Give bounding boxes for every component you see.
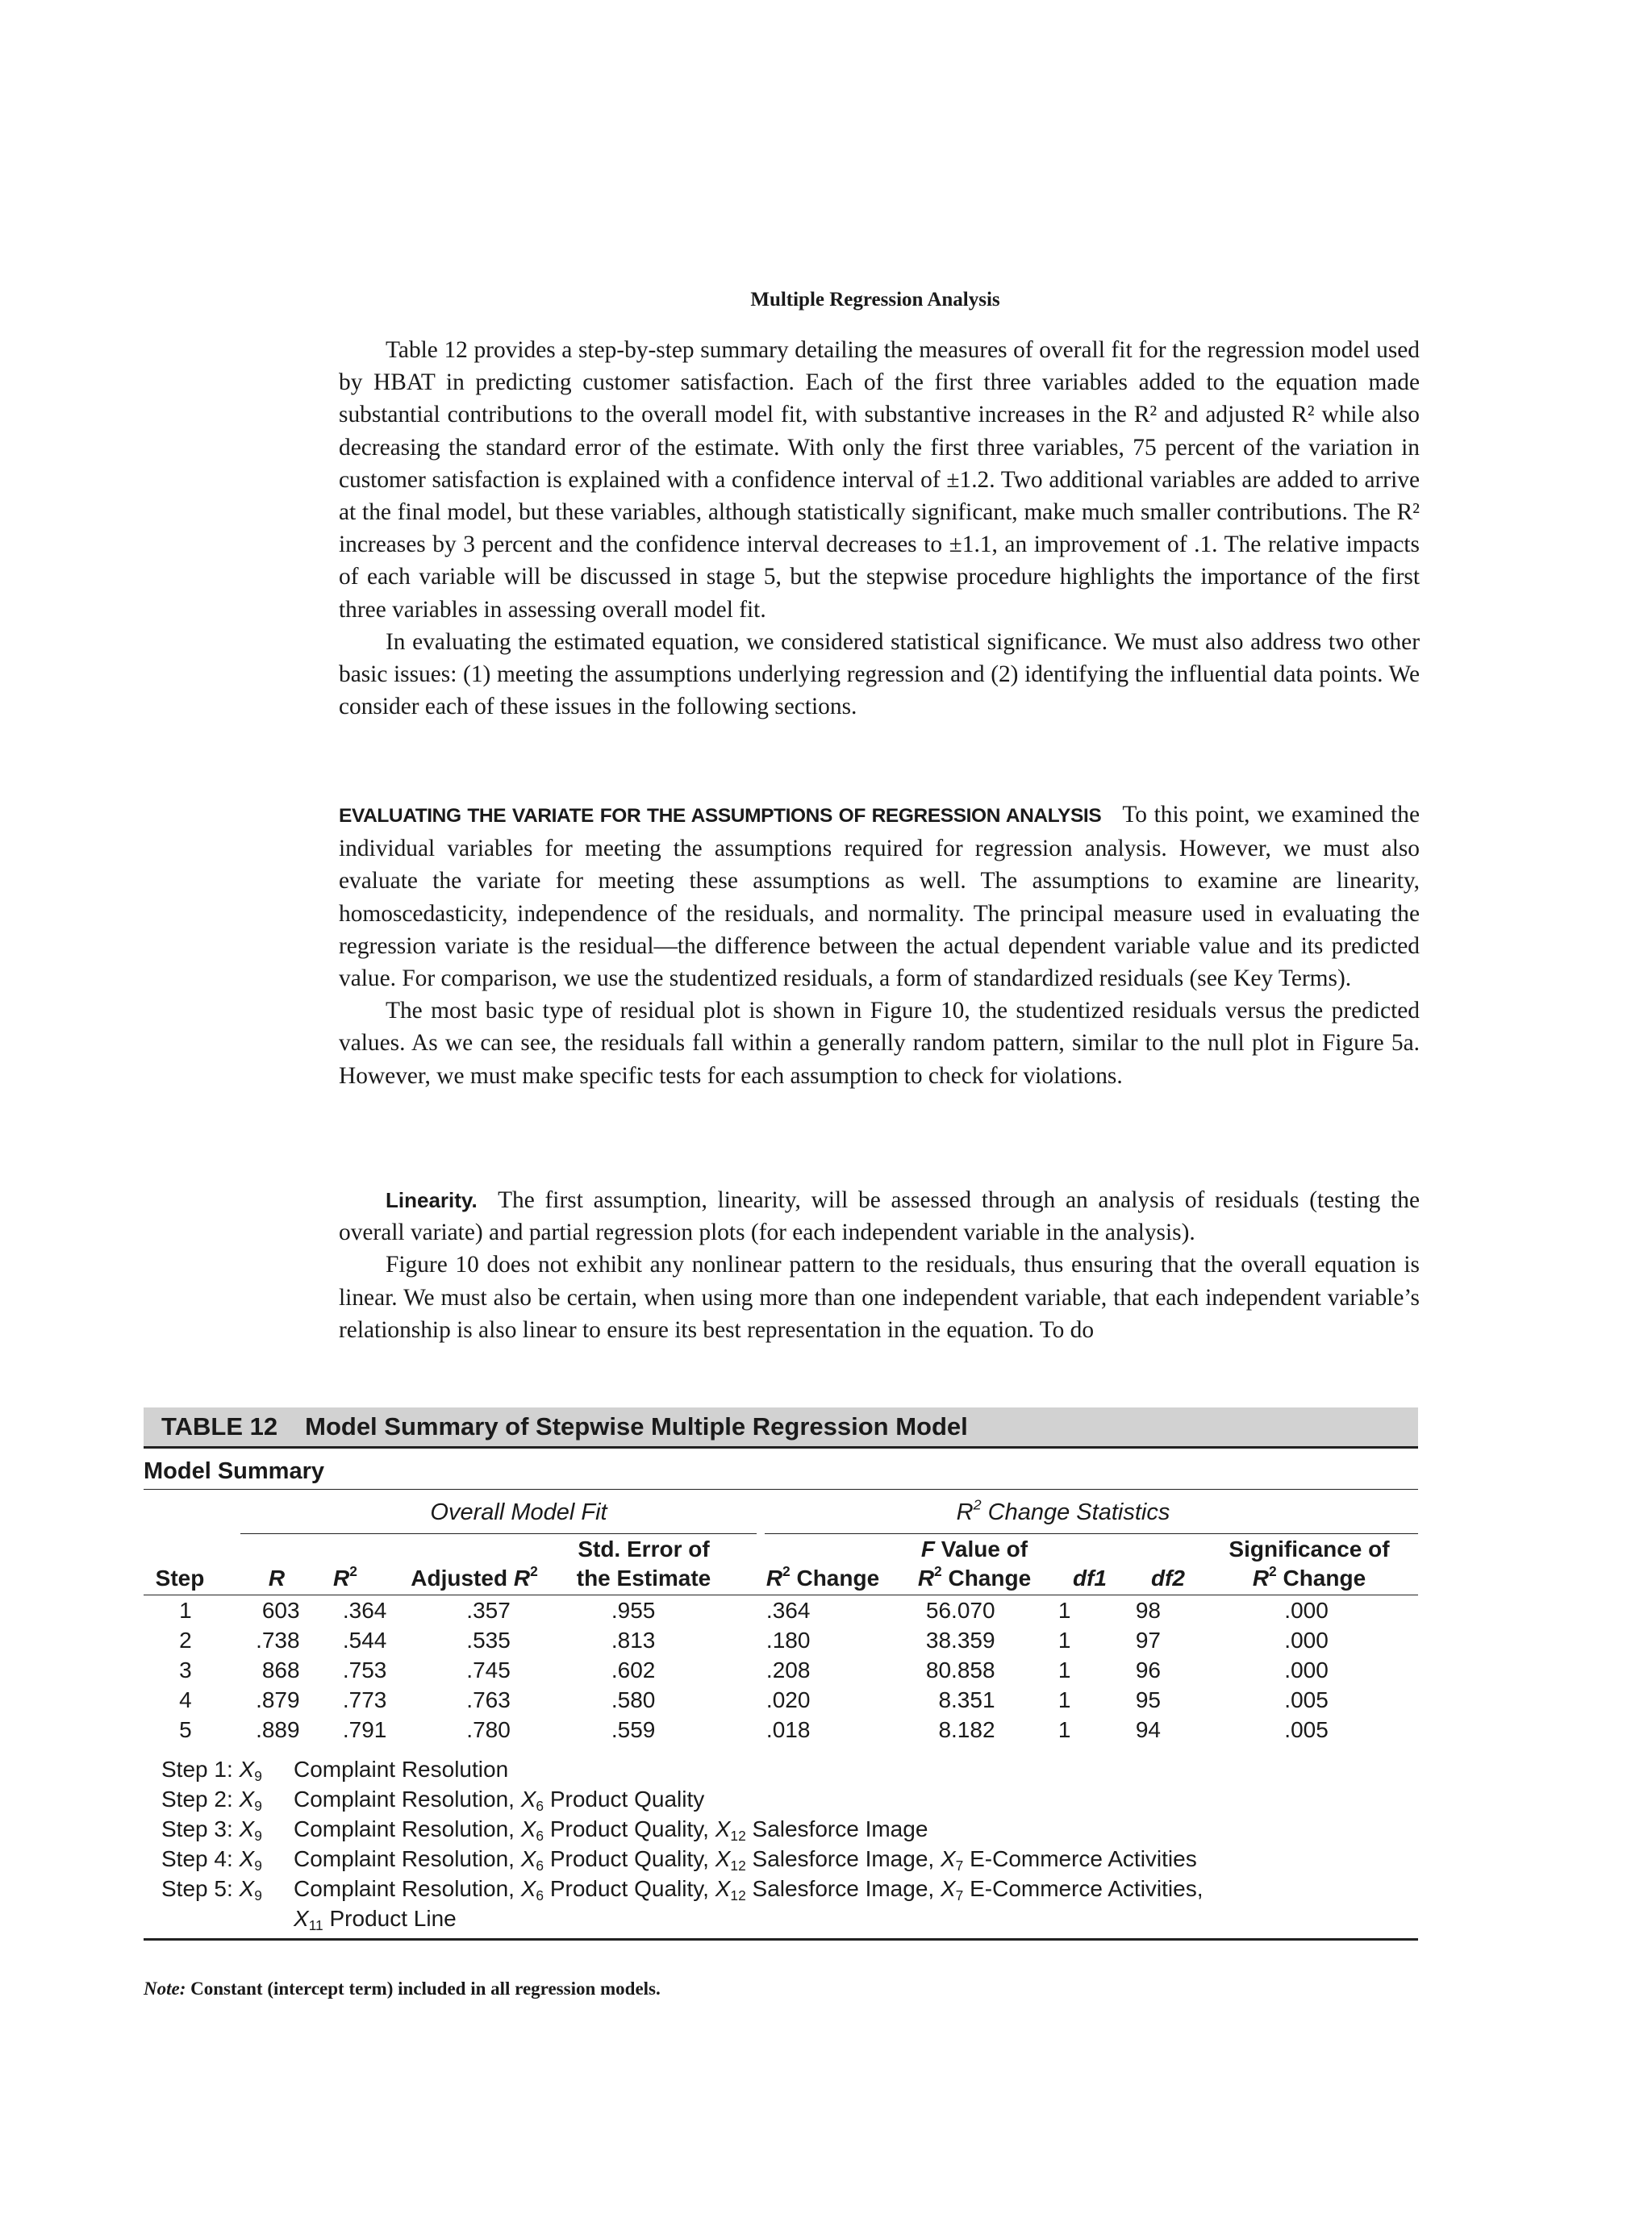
section-lead-paragraph [339,799,1420,994]
table-cell: 1 [1058,1598,1071,1623]
table-cell: 4 [179,1687,192,1712]
paragraph-table-summary: Table 12 provides a step-by-step summary detailing the measures of overall fit for the regression model used by HBAT in predicting customer satisfaction. Each of the first three variables added to the equation made substantial contributions to the overall model fit, with substantive increases in the R² and adjusted R² while also decreasing the standard error of the estimate. With only the first three variables, 75 percent of the variation in customer satisfaction is explained with a confidence interval of ±1.2. Two additional variables are added to arrive at the final model, but these variables, although statistically significant, make much smaller contributions. The R² increases by 3 percent and the confidence interval decreases to ±1.1, an improvement of .1. The relative impacts of each variable will be discussed in stage 5, but the stepwise procedure highlights the importance of the first three variables in assessing overall model fit. [339,337,1420,623]
table-cell: .763 [466,1687,511,1712]
step-line: Step 1: $X_9$ Complaint Resolution [161,1757,509,1785]
column-header-row [144,1535,1418,1595]
table-banner [144,1407,1418,1446]
table-cell: .005 [1284,1717,1329,1742]
group-overall-rule [240,1533,757,1534]
header-step: Step [155,1566,205,1591]
table-cell: 2 [179,1628,192,1653]
table-cell: .020 [766,1687,811,1712]
table-cell: 98 [1135,1598,1162,1623]
table-cell: .879 [256,1687,300,1712]
header-r2-change: $R^2$ Change [766,1562,880,1591]
table-cell: .738 [256,1628,300,1653]
table-cell: 3 [179,1657,192,1683]
header-f-value: F Value of $R^2$ Change [917,1537,1032,1591]
table-cell: .364 [342,1598,387,1623]
table-cell: .357 [466,1598,511,1623]
header-adjusted-r2: Adjusted $R^2$ [411,1562,538,1591]
table-cell: 868 [261,1657,300,1683]
table-cell: 1 [1058,1628,1071,1653]
table-cell: 8.182 [938,1717,995,1742]
step-line: Step 5: $X_9$ Complaint Resolution, $X_6$ Product Quality, $X_{12}$ Salesforce Image, $X_7$ E-Commerce Activities, $X_{11}$ Product Line [161,1876,1204,1934]
table-cell: .791 [342,1717,387,1742]
table-cell: .005 [1284,1687,1329,1712]
table-body [144,1595,1418,1745]
table-cell: 94 [1135,1717,1162,1742]
table-cell: 96 [1135,1657,1162,1683]
paragraph-figure-10: Figure 10 does not exhibit any nonlinear pattern to the residuals, thus ensuring that the overall equation is linear. We must also be certain, when using more than one independent variable, that each independent variable’s relationship is also linear to ensure its best representation in the equation. To do [339,1252,1420,1343]
table-cell: .955 [611,1598,656,1623]
table-label: TABLE 12 [161,1412,278,1441]
table-title: Model Summary of Stepwise Multiple Regression Model [305,1412,968,1441]
table-note: Note: Constant (intercept term) included in all regression models. [144,1979,661,1999]
table-cell: .559 [611,1717,656,1742]
table-cell: 38.359 [925,1628,995,1653]
table-cell: .753 [342,1657,387,1683]
table-cell: .000 [1284,1598,1329,1623]
intro-paragraphs [339,334,1420,723]
table-row [144,1685,1418,1715]
table-cell: .580 [611,1687,656,1712]
table-cell: 603 [261,1598,300,1623]
table-cell: .773 [342,1687,387,1712]
table-row [144,1715,1418,1745]
table-cell: .544 [342,1628,387,1653]
table-cell: 8.351 [938,1687,995,1712]
table-cell: 1 [179,1598,192,1623]
section-heading: EVALUATING THE VARIATE FOR THE ASSUMPTIONS OF REGRESSION ANALYSIS [339,805,1102,827]
header-r2: $R^2$ [333,1562,357,1591]
table-cell: .208 [766,1657,811,1683]
table-cell: .780 [466,1717,511,1742]
header-std-error: Std. Error of the Estimate [576,1537,711,1591]
table-row [144,1655,1418,1685]
group-change-rule [765,1533,1418,1534]
table-cell: .364 [766,1598,811,1623]
table-cell: .000 [1284,1628,1329,1653]
step-line: Step 4: $X_9$ Complaint Resolution, $X_6$ Product Quality, $X_{12}$ Salesforce Image, $X_7$ E-Commerce Activities [161,1846,1197,1874]
table-cell: 1 [1058,1657,1071,1683]
table-cell: .813 [611,1628,656,1653]
header-df2: df2 [1151,1566,1185,1591]
table-row [144,1625,1418,1655]
table-bottom-rule [144,1938,1418,1941]
table-row [144,1595,1418,1625]
table-cell: .602 [611,1657,656,1683]
column-group-row [144,1490,1418,1535]
group-overall-fit: Overall Model Fit [430,1499,607,1525]
paragraph-residual-plot: The most basic type of residual plot is shown in Figure 10, the studentized residuals versus the predicted values. As we can see, the residuals fall within a generally random pattern, similar to the null plot in Figure 5a. However, we must make specific tests for each assumption to check for violations. [339,998,1420,1089]
paragraph-evaluating-equation: In evaluating the estimated equation, we considered statistical significance. We must also address two other basic issues: (1) meeting the assumptions underlying regression and (2) identifying the influential data points. We consider each of these issues in the following sections. [339,628,1420,720]
table-cell: 56.070 [925,1598,995,1623]
table-cell: 80.858 [925,1657,995,1683]
step-line: Step 3: $X_9$ Complaint Resolution, $X_6$ Product Quality, $X_{12}$ Salesforce Image [161,1816,928,1845]
running-head: Multiple Regression Analysis [750,289,1000,311]
linearity-lead-text: The first assumption, linearity, will be assessed through an analysis of residuals (testing the overall variate) and partial regression plots (for each independent variable in the analysis). [339,1187,1420,1246]
table-cell: 1 [1058,1687,1071,1712]
section-assumptions [339,799,1420,1092]
table-cell: .745 [466,1657,511,1683]
table-cell: .535 [466,1628,511,1653]
table-12 [144,1407,1418,1941]
step-line: Step 2: $X_9$ Complaint Resolution, $X_6$ Product Quality [161,1787,705,1815]
table-cell: 95 [1135,1687,1162,1712]
model-summary-table [144,1595,1418,1745]
step-legend [144,1754,1418,1933]
table-cell: .018 [766,1717,811,1742]
table-cell: .180 [766,1628,811,1653]
header-r: R [268,1566,286,1591]
linearity-lead-paragraph [339,1184,1420,1249]
subsection-linearity [339,1184,1420,1346]
group-change-statistics: $R^2$ Change Statistics [956,1496,1170,1525]
table-cell: 1 [1058,1717,1071,1742]
linearity-heading: Linearity. [386,1188,478,1212]
table-cell: 5 [179,1717,192,1742]
header-significance: Significance of $R^2$ Change [1229,1537,1390,1591]
table-cell: .889 [256,1717,300,1742]
table-cell: .000 [1284,1657,1329,1683]
table-subtitle: Model Summary [144,1458,324,1484]
table-cell: 97 [1135,1628,1162,1653]
header-df1: df1 [1073,1566,1107,1591]
section-lead-text: To this point, we examined the individual variables for meeting the assumptions required for regression analysis. However, we must also evaluate the variate for meeting these assumptions as well. The assumptions to examine are linearity, homoscedasticity, independence of the residuals, and normality. The principal measure used in evaluating the regression variate is the residual—the difference between the actual dependent variable value and its predicted value. For comparison, we use the studentized residuals, a form of standardized residuals (see Key Terms). [339,802,1420,992]
